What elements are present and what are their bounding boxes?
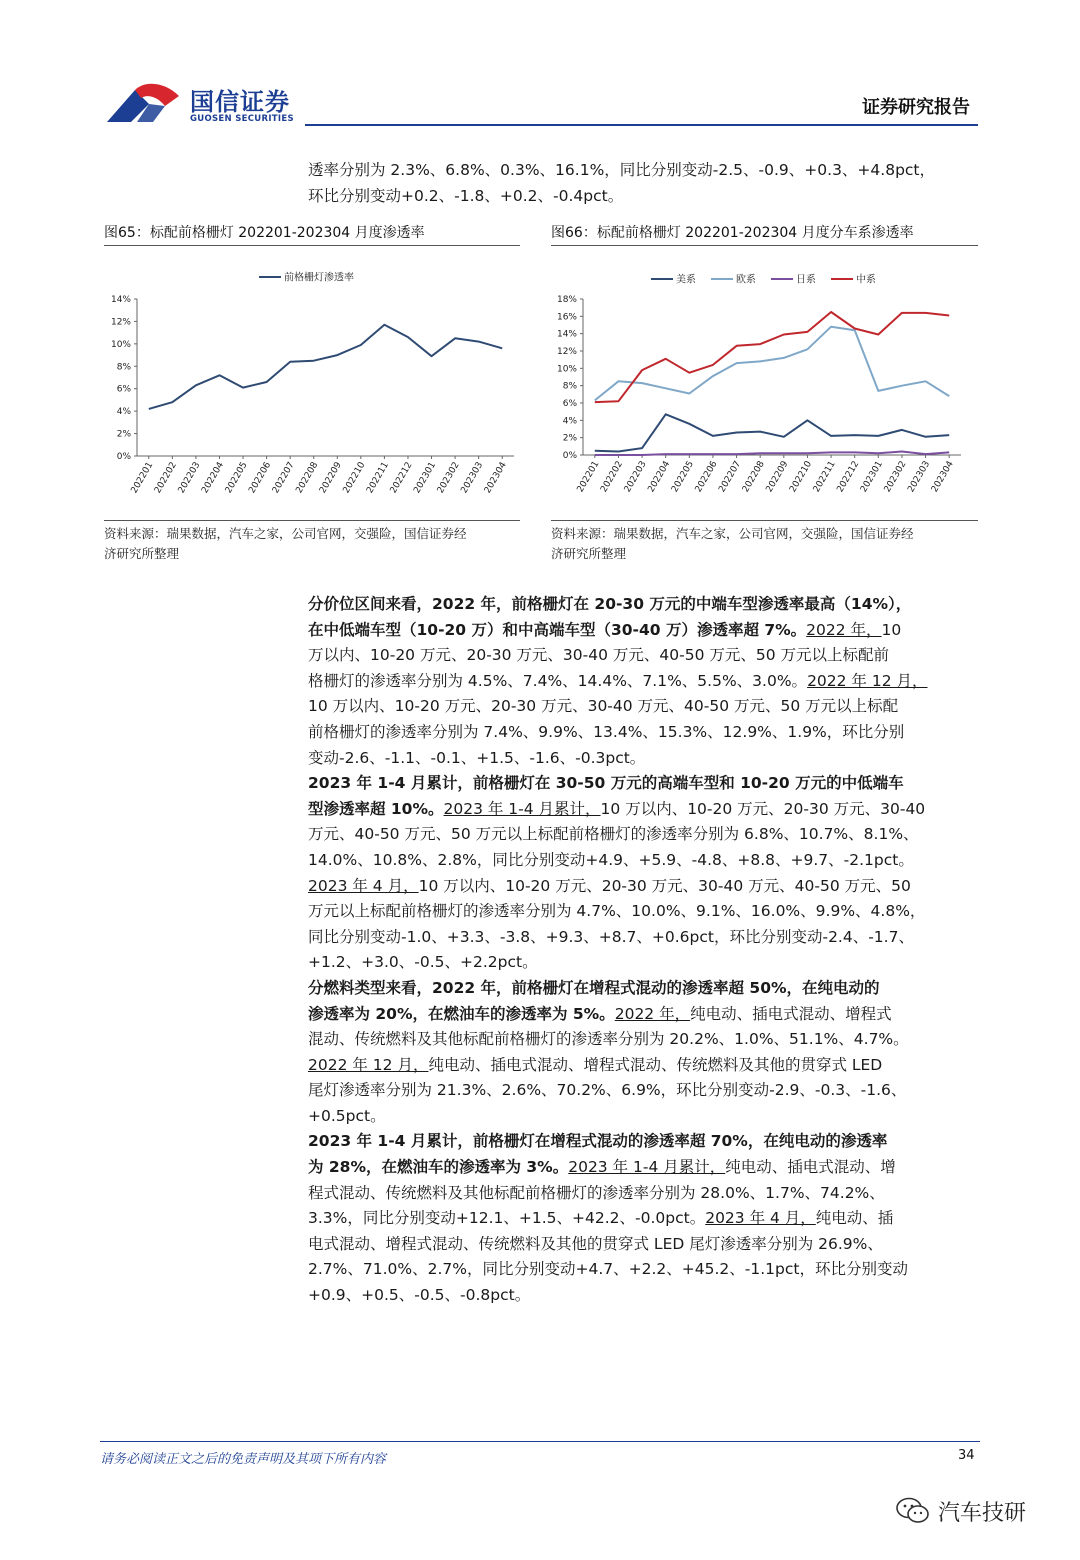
x-tick-label: 202304 xyxy=(929,459,956,495)
body-run: 为 28%，在燃油车的渗透率为 3%。 xyxy=(308,1158,569,1177)
x-tick-label: 202207 xyxy=(717,459,744,495)
x-tick-label: 202209 xyxy=(318,460,344,496)
x-tick-label: 202208 xyxy=(740,459,767,495)
y-tick-label: 4% xyxy=(562,416,577,427)
body-line xyxy=(308,899,980,925)
series-line-欧系 xyxy=(595,327,949,401)
body-run: 渗透率为 20%，在燃油车的渗透率为 5%。 xyxy=(308,1004,615,1023)
fig66-source: 资料来源：瑞果数据，汽车之家，公司官网，交强险，国信证券经 济研究所整理 xyxy=(551,526,914,561)
footer-rule xyxy=(100,1441,980,1442)
x-tick-label: 202207 xyxy=(270,460,297,496)
x-tick-label: 202212 xyxy=(388,460,415,496)
fig65-title-rule xyxy=(104,245,520,246)
body-run: 变动-2.6、-1.1、-0.1、+1.5、-1.6、-0.3pct。 xyxy=(308,748,646,767)
body-run: +0.9、+0.5、-0.5、-0.8pct。 xyxy=(308,1286,531,1305)
body-line xyxy=(308,976,980,1002)
body-line xyxy=(308,1181,980,1207)
body-line xyxy=(308,1206,980,1232)
y-tick-label: 12% xyxy=(110,317,131,328)
body-run: 混动、传统燃料及其他标配前格栅灯的渗透率分别为 20.2%、1.0%、51.1%、4.7%。 xyxy=(308,1030,909,1049)
fig66-title-rule xyxy=(551,245,978,246)
body-run: 10 万以内、10-20 万元、20-30 万元、30-40 xyxy=(600,799,926,818)
body-line xyxy=(308,1283,980,1309)
fig65-chart xyxy=(104,252,520,520)
x-tick-label: 202303 xyxy=(906,459,933,495)
page-number: 34 xyxy=(958,1448,975,1463)
body-line xyxy=(308,1155,980,1181)
body-run: 2023 年 1-4 月累计，前格栅灯在 30-50 万元的高端车型和 10-20 万元的中低端车 xyxy=(308,774,904,793)
logo-text-en: GUOSEN SECURITIES xyxy=(190,114,294,124)
header xyxy=(0,0,1080,135)
y-tick-label: 0% xyxy=(562,451,577,461)
y-tick-label: 2% xyxy=(116,429,131,440)
body-line xyxy=(308,771,980,797)
body-run: 2023 年 1-4 月累计， xyxy=(568,1158,726,1177)
x-tick-label: 202203 xyxy=(622,459,649,495)
intro-paragraph xyxy=(308,158,980,209)
body-line xyxy=(308,950,980,976)
fig66-title: 图66：标配前格栅灯 202201-202304 月度分车系渗透率 xyxy=(551,225,914,241)
x-tick-label: 202203 xyxy=(176,460,203,496)
body-line xyxy=(308,797,980,823)
body-line xyxy=(308,822,980,848)
fig66-bottom-rule xyxy=(551,520,978,521)
y-tick-label: 6% xyxy=(116,384,131,395)
x-tick-label: 202204 xyxy=(200,460,227,496)
body-run: 同比分别变动-1.0、+3.3、-3.8、+9.3、+8.7、+0.6pct，环比分别变动-2.4、-1.7、 xyxy=(308,927,914,946)
body-run: 型渗透率超 10%。 xyxy=(308,799,444,818)
x-tick-label: 202211 xyxy=(811,459,838,495)
body-line xyxy=(308,669,980,695)
fig65-bottom-rule xyxy=(104,520,520,521)
body-run: 14.0%、10.8%、2.8%，同比分别变动+4.9、+5.9、-4.8、+8.8、+9.7、-2.1pct。 xyxy=(308,850,914,869)
body-run: 万元、40-50 万元、50 万元以上标配前格栅灯的渗透率分别为 6.8%、10.7%、8.1%、 xyxy=(308,825,919,844)
x-tick-label: 202201 xyxy=(129,460,156,496)
body-run: 2023 年 4 月， xyxy=(308,876,419,895)
body-line xyxy=(308,618,980,644)
body-line xyxy=(308,1027,980,1053)
body-run: 纯电动、插电式混动、增程式 xyxy=(690,1004,892,1023)
series-line-日系 xyxy=(595,452,949,456)
x-tick-label: 202204 xyxy=(646,459,673,495)
x-tick-label: 202208 xyxy=(294,460,321,496)
body-run: 程式混动、传统燃料及其他标配前格栅灯的渗透率分别为 28.0%、1.7%、74.2%、 xyxy=(308,1183,885,1202)
legend-label: 欧系 xyxy=(736,274,756,286)
x-tick-label: 202209 xyxy=(764,459,791,495)
body-line xyxy=(308,720,980,746)
body-line xyxy=(308,643,980,669)
x-tick-label: 202205 xyxy=(223,460,250,496)
series-line-美系 xyxy=(595,414,949,451)
y-tick-label: 8% xyxy=(562,381,577,392)
body-line xyxy=(308,694,980,720)
body-run: 分价位区间来看，2022 年，前格栅灯在 20-30 万元的中端车型渗透率最高（14%）， xyxy=(308,595,912,613)
body-run: 2022 年 12 月， xyxy=(308,1055,429,1074)
legend-label: 前格栅灯渗透率 xyxy=(284,272,354,284)
body-run: 3.3%，同比分别变动+12.1、+1.5、+42.2、-0.0pct。 xyxy=(308,1209,706,1228)
y-tick-label: 14% xyxy=(556,329,577,340)
body-run: 2023 年 4 月， xyxy=(705,1209,816,1228)
y-tick-label: 14% xyxy=(110,295,131,305)
y-tick-label: 8% xyxy=(116,362,131,373)
intro-line: 环比分别变动+0.2、-1.8、+0.2、-0.4pct。 xyxy=(308,186,624,205)
series-line-前格栅灯渗透率 xyxy=(149,325,502,409)
body-line xyxy=(308,1129,980,1155)
y-tick-label: 6% xyxy=(562,399,577,409)
legend-label: 中系 xyxy=(856,274,876,286)
y-tick-label: 4% xyxy=(116,407,131,418)
body-line xyxy=(308,1232,980,1258)
x-tick-label: 202212 xyxy=(835,459,862,495)
wechat-icon xyxy=(896,1497,930,1525)
body-run: 2022 年 12 月， xyxy=(807,671,928,690)
watermark-text: 汽车技研 xyxy=(938,1501,1027,1526)
x-tick-label: 202303 xyxy=(459,460,486,496)
x-tick-label: 202210 xyxy=(788,459,815,495)
body-line xyxy=(308,1104,980,1130)
y-tick-label: 18% xyxy=(556,295,577,305)
y-tick-label: 2% xyxy=(562,433,577,444)
logo-text-cn: 国信证券 xyxy=(190,88,290,116)
legend-label: 日系 xyxy=(796,274,816,286)
legend-label: 美系 xyxy=(676,274,696,286)
x-tick-label: 202202 xyxy=(153,460,179,496)
body-line xyxy=(308,1078,980,1104)
body-run: 10 万以内、10-20 万元、20-30 万元、30-40 万元、40-50 万元、50 万元以上标配 xyxy=(308,697,899,716)
report-type: 证券研究报告 xyxy=(862,97,970,118)
body-text xyxy=(308,592,980,1309)
y-tick-label: 0% xyxy=(116,452,131,462)
body-run: 在中低端车型（10-20 万）和中高端车型（30-40 万）渗透率超 7%。 xyxy=(308,620,807,639)
body-run: +0.5pct。 xyxy=(308,1106,386,1125)
x-tick-label: 202301 xyxy=(859,459,885,495)
x-tick-label: 202210 xyxy=(341,460,368,496)
fig65-source: 资料来源：瑞果数据，汽车之家，公司官网，交强险，国信证券经 济研究所整理 xyxy=(104,526,467,561)
body-run: 10 xyxy=(881,620,902,639)
body-run: 10 万以内、10-20 万元、20-30 万元、30-40 万元、40-50 万元、50 xyxy=(418,876,911,895)
body-line xyxy=(308,874,980,900)
body-line xyxy=(308,746,980,772)
series-line-中系 xyxy=(595,312,949,402)
header-rule xyxy=(305,124,978,126)
body-run: 纯电动、插 xyxy=(815,1209,894,1228)
x-tick-label: 202202 xyxy=(599,459,626,495)
x-tick-label: 202304 xyxy=(482,460,509,496)
x-tick-label: 202206 xyxy=(247,460,274,496)
body-line xyxy=(308,1002,980,1028)
y-tick-label: 10% xyxy=(556,364,577,375)
body-run: 分燃料类型来看，2022 年，前格栅灯在增程式混动的渗透率超 50%，在纯电动的 xyxy=(308,978,880,997)
x-tick-label: 202201 xyxy=(575,459,602,495)
footer-disclaimer: 请务必阅读正文之后的免责声明及其项下所有内容 xyxy=(100,1452,387,1467)
body-run: 纯电动、插电式混动、增程式混动、传统燃料及其他的贯穿式 LED xyxy=(428,1055,883,1074)
body-line xyxy=(308,1053,980,1079)
x-tick-label: 202211 xyxy=(365,460,392,496)
body-run: 2022 年， xyxy=(614,1004,691,1023)
body-run: 尾灯渗透率分别为 21.3%、2.6%、70.2%、6.9%，环比分别变动-2.9、-0.3、-1.6、 xyxy=(308,1081,907,1100)
body-run: 2023 年 1-4 月累计，前格栅灯在增程式混动的渗透率超 70%，在纯电动的渗透率 xyxy=(308,1132,888,1151)
fig65-title: 图65：标配前格栅灯 202201-202304 月度渗透率 xyxy=(104,225,425,241)
body-run: 2022 年， xyxy=(806,620,882,639)
body-line xyxy=(308,925,980,951)
x-tick-label: 202206 xyxy=(693,459,720,495)
x-tick-label: 202302 xyxy=(882,459,909,495)
body-run: 2023 年 1-4 月累计， xyxy=(443,799,601,818)
body-line xyxy=(308,848,980,874)
guosen-logo-icon xyxy=(105,80,183,126)
y-tick-label: 16% xyxy=(556,312,577,323)
fig66-chart xyxy=(551,252,978,520)
body-run: +1.2、+3.0、-0.5、+2.2pct。 xyxy=(308,953,538,972)
x-tick-label: 202301 xyxy=(412,460,439,496)
body-run: 格栅灯的渗透率分别为 4.5%、7.4%、14.4%、7.1%、5.5%、3.0%。 xyxy=(308,671,808,690)
x-tick-label: 202302 xyxy=(435,460,462,496)
y-tick-label: 12% xyxy=(556,347,577,357)
intro-line: 透率分别为 2.3%、6.8%、0.3%、16.1%，同比分别变动-2.5、-0.9、+0.3、+4.8pct， xyxy=(308,161,936,179)
x-tick-label: 202205 xyxy=(670,459,696,495)
body-line xyxy=(308,592,980,618)
body-run: 电式混动、增程式混动、传统燃料及其他的贯穿式 LED 尾灯渗透率分别为 26.9%、 xyxy=(308,1234,883,1253)
body-run: 万以内、10-20 万元、20-30 万元、30-40 万元、40-50 万元、50 万元以上标配前 xyxy=(308,646,890,665)
body-line xyxy=(308,1257,980,1283)
body-run: 2.7%、71.0%、2.7%，同比分别变动+4.7、+2.2、+45.2、-1.1pct，环比分别变动 xyxy=(308,1260,908,1279)
body-run: 纯电动、插电式混动、增 xyxy=(725,1158,896,1177)
body-run: 前格栅灯的渗透率分别为 7.4%、9.9%、13.4%、15.3%、12.9%、1.9%，环比分别 xyxy=(308,722,905,741)
y-tick-label: 10% xyxy=(110,339,131,350)
body-run: 万元以上标配前格栅灯的渗透率分别为 4.7%、10.0%、9.1%、16.0%、9.9%、4.8%， xyxy=(308,902,926,921)
